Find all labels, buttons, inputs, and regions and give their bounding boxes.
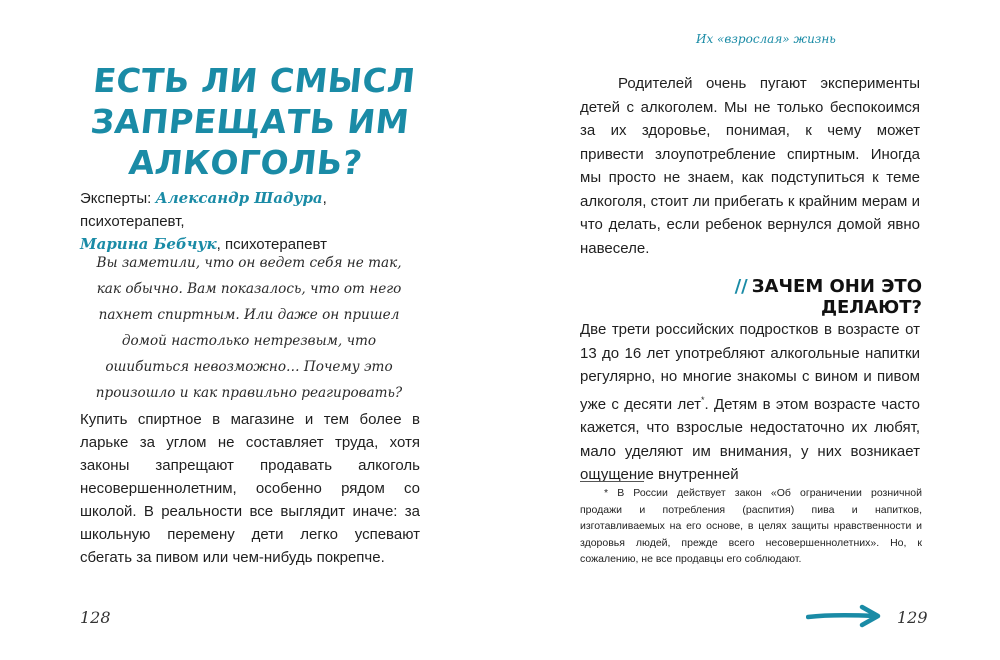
page-number: 128 [80,608,111,627]
footnote-text: В России действует закон «Об ограничении розничной продажи и потребления (распития) пива и напитков, изготавливаемых на его основе, в целях защиты нравственности и здоровья людей, прежде всего несовершеннолетних». Но, к сожалению, не все продавцы его соблюдают. [580,487,922,565]
footnote-mark: * [604,487,609,499]
section-heading [680,276,922,318]
expert-name: Марина Бебчук [80,235,217,253]
right-page [500,0,1000,660]
footnote-reference: * [700,394,705,405]
arrow-right-icon[interactable] [806,604,884,628]
experts-label: Эксперты: [80,190,156,207]
paragraph-text: Две трети российских подростков в возрасте от 13 до 16 лет употребляют алкогольные напитки регулярно, но многие знакомы с вином и пивом уже с десяти лет [580,321,920,413]
expert-role: , психотерапевт, [80,190,327,230]
page-number: 129 [897,608,928,627]
paragraph-text: Родителей очень пугают эксперименты детей с алкоголем. Мы не только беспокоимся за их здоровье, понимая, к чему может привести злоупотребление спиртным. Иногда мы просто не знаем, как подступиться к теме алкоголя, стоит ли прибегать к крайним мерам и что делать, если ребенок вернулся домой явно навеселе. [580,75,920,257]
expert-name: Александр Шадура [155,189,323,207]
section-heading-text: ЗАЧЕМ ОНИ ЭТО ДЕЛАЮТ? [751,276,922,318]
running-head: Их «взрослая» жизнь [696,32,836,46]
intro-quote: Вы заметили, что он ведет себя не так, как обычно. Вам показалось, что от него пахнет спиртным. Или даже он пришел домой настолько нетрезвым, что ошибиться невозможно… Почему это произошло и как правильно реагировать? [95,255,403,401]
chapter-title: ЕСТЬ ЛИ СМЫСЛ ЗАПРЕЩАТЬ ИМ АЛКОГОЛЬ? [88,61,418,182]
section-slashes: // [734,276,748,297]
expert-role: , психотерапевт [216,236,328,253]
body-paragraph [580,72,920,260]
footnote [580,485,922,568]
footnote-divider [580,481,644,482]
body-paragraph: Купить спиртное в магазине и тем более в ларьке за углом не составляет труда, хотя законы запрещают продавать алкоголь несовершеннолетним, особенно рядом со школой. В реальности все выглядит иначе: за школьную перемену дети легко успевают сбегать за пивом или чем-нибудь покрепче. [80,411,420,566]
body-paragraph [580,318,920,487]
experts-line [80,187,420,256]
paragraph-text: . Детям в этом возрасте часто кажется, что взрослые недостаточно их любят, мало уделяют им внимания, у них возникает ощущение внутренней [580,395,920,483]
